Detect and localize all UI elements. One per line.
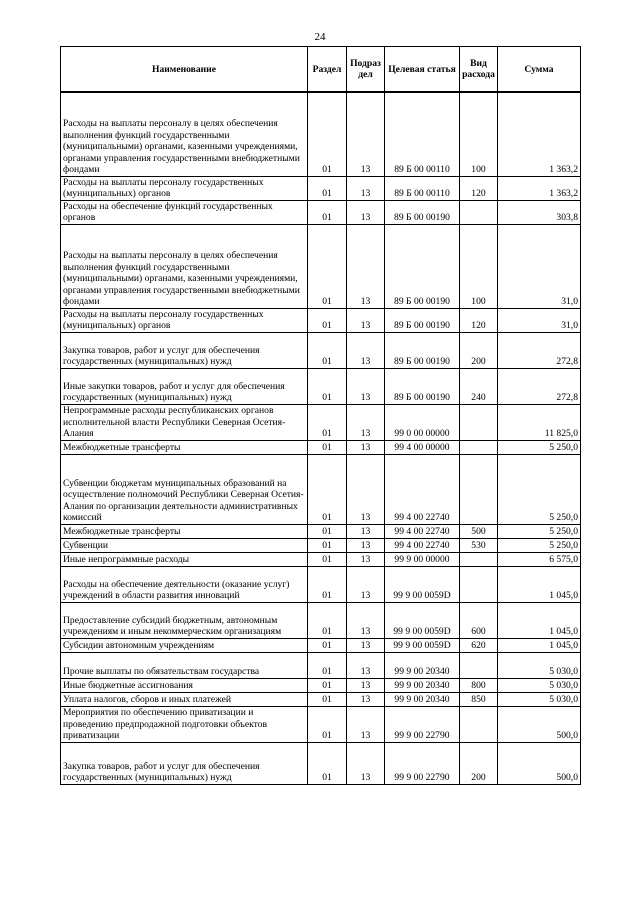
row-section-cell: 01 — [308, 638, 347, 652]
row-section-cell: 01 — [308, 440, 347, 454]
row-amount-cell: 500,0 — [498, 742, 581, 784]
row-target-cell: 89 Б 00 00190 — [385, 332, 460, 368]
row-subsection-cell: 13 — [347, 92, 385, 176]
row-section-cell: 01 — [308, 524, 347, 538]
row-amount-cell: 272,8 — [498, 368, 581, 404]
table-row — [61, 454, 581, 524]
row-expense-type-cell: 500 — [460, 524, 498, 538]
row-expense-type-cell — [460, 566, 498, 602]
row-name-cell: Расходы на выплаты персоналу в целях обеспечения выполнения функций государственными (муниципальными) органами, казенными учреждениями, органами управления государственными внебюджетными фондами — [61, 224, 308, 308]
table-row — [61, 440, 581, 454]
row-name-cell: Закупка товаров, работ и услуг для обеспечения государственных (муниципальных) нужд — [61, 742, 308, 784]
row-section-cell: 01 — [308, 602, 347, 638]
row-subsection-cell: 13 — [347, 440, 385, 454]
row-expense-type-cell — [460, 404, 498, 440]
row-name-cell: Субсидии автономным учреждениям — [61, 638, 308, 652]
row-section-cell: 01 — [308, 92, 347, 176]
row-subsection-cell: 13 — [347, 602, 385, 638]
row-subsection-cell: 13 — [347, 692, 385, 706]
row-subsection-cell: 13 — [347, 332, 385, 368]
row-expense-type-cell: 850 — [460, 692, 498, 706]
row-subsection-cell: 13 — [347, 566, 385, 602]
header-section: Раздел — [308, 47, 347, 93]
row-target-cell: 89 Б 00 00190 — [385, 368, 460, 404]
row-expense-type-cell: 100 — [460, 224, 498, 308]
row-subsection-cell: 13 — [347, 552, 385, 566]
row-amount-cell: 500,0 — [498, 706, 581, 742]
row-name-cell: Непрограммные расходы республиканских органов исполнительной власти Республики Северная Осетия-Алания — [61, 404, 308, 440]
row-amount-cell: 5 030,0 — [498, 652, 581, 678]
row-target-cell: 89 Б 00 00110 — [385, 176, 460, 200]
page-number: 24 — [314, 31, 326, 43]
row-amount-cell: 31,0 — [498, 224, 581, 308]
row-expense-type-cell: 240 — [460, 368, 498, 404]
header-subsection: Подраз дел — [347, 47, 385, 93]
row-target-cell: 99 4 00 22740 — [385, 538, 460, 552]
row-target-cell: 89 Б 00 00190 — [385, 200, 460, 224]
table-row — [61, 176, 581, 200]
table-header-row — [61, 47, 581, 93]
row-name-cell: Предоставление субсидий бюджетным, автономным учреждениям и иным некоммерческим организациям — [61, 602, 308, 638]
header-expense-type: Вид расхода — [460, 47, 498, 93]
table-row — [61, 404, 581, 440]
row-expense-type-cell: 120 — [460, 308, 498, 332]
row-target-cell: 99 9 00 0059D — [385, 602, 460, 638]
row-target-cell: 99 9 00 20340 — [385, 692, 460, 706]
row-section-cell: 01 — [308, 552, 347, 566]
table-row — [61, 224, 581, 308]
row-expense-type-cell — [460, 454, 498, 524]
row-name-cell: Межбюджетные трансферты — [61, 440, 308, 454]
row-subsection-cell: 13 — [347, 308, 385, 332]
table-row — [61, 538, 581, 552]
row-name-cell: Иные бюджетные ассигнования — [61, 678, 308, 692]
row-section-cell: 01 — [308, 538, 347, 552]
row-name-cell: Мероприятия по обеспечению приватизации и проведению предпродажной подготовки объектов приватизации — [61, 706, 308, 742]
row-target-cell: 99 9 00 20340 — [385, 678, 460, 692]
row-expense-type-cell — [460, 706, 498, 742]
row-target-cell: 99 9 00 20340 — [385, 652, 460, 678]
row-name-cell: Субвенции — [61, 538, 308, 552]
row-expense-type-cell: 120 — [460, 176, 498, 200]
header-name: Наименование — [61, 47, 308, 93]
table-row — [61, 706, 581, 742]
row-subsection-cell: 13 — [347, 524, 385, 538]
table-row — [61, 638, 581, 652]
row-section-cell: 01 — [308, 404, 347, 440]
row-expense-type-cell: 600 — [460, 602, 498, 638]
row-expense-type-cell — [460, 652, 498, 678]
row-subsection-cell: 13 — [347, 224, 385, 308]
row-amount-cell: 1 363,2 — [498, 176, 581, 200]
table-row — [61, 602, 581, 638]
row-target-cell: 89 Б 00 00190 — [385, 224, 460, 308]
table-row — [61, 92, 581, 176]
row-section-cell: 01 — [308, 176, 347, 200]
row-expense-type-cell: 620 — [460, 638, 498, 652]
row-target-cell: 99 9 00 22790 — [385, 742, 460, 784]
row-expense-type-cell: 100 — [460, 92, 498, 176]
row-section-cell: 01 — [308, 308, 347, 332]
row-name-cell: Расходы на выплаты персоналу в целях обеспечения выполнения функций государственными (муниципальными) органами, казенными учреждениями, органами управления государственными внебюджетными фондами — [61, 92, 308, 176]
row-name-cell: Расходы на выплаты персоналу государственных (муниципальных) органов — [61, 176, 308, 200]
row-amount-cell: 6 575,0 — [498, 552, 581, 566]
row-expense-type-cell: 530 — [460, 538, 498, 552]
row-subsection-cell: 13 — [347, 652, 385, 678]
row-expense-type-cell: 800 — [460, 678, 498, 692]
row-subsection-cell: 13 — [347, 742, 385, 784]
row-expense-type-cell: 200 — [460, 742, 498, 784]
table-row — [61, 308, 581, 332]
row-name-cell: Субвенции бюджетам муниципальных образований на осуществление полномочий Республики Северная Осетия-Алания по организации деятельности административных комиссий — [61, 454, 308, 524]
row-target-cell: 89 Б 00 00190 — [385, 308, 460, 332]
row-target-cell: 99 0 00 00000 — [385, 404, 460, 440]
row-amount-cell: 5 030,0 — [498, 692, 581, 706]
row-amount-cell: 5 250,0 — [498, 454, 581, 524]
row-target-cell: 99 9 00 00000 — [385, 552, 460, 566]
row-amount-cell: 1 045,0 — [498, 566, 581, 602]
row-amount-cell: 303,8 — [498, 200, 581, 224]
row-name-cell: Уплата налогов, сборов и иных платежей — [61, 692, 308, 706]
row-amount-cell: 1 363,2 — [498, 92, 581, 176]
row-subsection-cell: 13 — [347, 678, 385, 692]
row-subsection-cell: 13 — [347, 538, 385, 552]
row-name-cell: Иные закупки товаров, работ и услуг для обеспечения государственных (муниципальных) нужд — [61, 368, 308, 404]
row-name-cell: Расходы на обеспечение функций государственных органов — [61, 200, 308, 224]
row-amount-cell: 31,0 — [498, 308, 581, 332]
row-amount-cell: 5 250,0 — [498, 538, 581, 552]
row-subsection-cell: 13 — [347, 638, 385, 652]
row-section-cell: 01 — [308, 224, 347, 308]
row-amount-cell: 11 825,0 — [498, 404, 581, 440]
row-expense-type-cell — [460, 440, 498, 454]
row-name-cell: Расходы на обеспечение деятельности (оказание услуг) учреждений в области развития инноваций — [61, 566, 308, 602]
row-subsection-cell: 13 — [347, 454, 385, 524]
row-expense-type-cell — [460, 200, 498, 224]
row-subsection-cell: 13 — [347, 176, 385, 200]
table-row — [61, 552, 581, 566]
row-expense-type-cell: 200 — [460, 332, 498, 368]
row-amount-cell: 1 045,0 — [498, 602, 581, 638]
row-subsection-cell: 13 — [347, 368, 385, 404]
table-row — [61, 200, 581, 224]
row-name-cell: Межбюджетные трансферты — [61, 524, 308, 538]
row-section-cell: 01 — [308, 566, 347, 602]
row-section-cell: 01 — [308, 678, 347, 692]
header-target: Целевая статья — [385, 47, 460, 93]
row-amount-cell: 272,8 — [498, 332, 581, 368]
row-amount-cell: 5 250,0 — [498, 524, 581, 538]
row-name-cell: Закупка товаров, работ и услуг для обеспечения государственных (муниципальных) нужд — [61, 332, 308, 368]
budget-table — [60, 46, 581, 785]
row-section-cell: 01 — [308, 652, 347, 678]
row-subsection-cell: 13 — [347, 200, 385, 224]
row-subsection-cell: 13 — [347, 404, 385, 440]
row-amount-cell: 5 030,0 — [498, 678, 581, 692]
table-row — [61, 368, 581, 404]
row-amount-cell: 1 045,0 — [498, 638, 581, 652]
row-name-cell: Иные непрограммные расходы — [61, 552, 308, 566]
row-section-cell: 01 — [308, 368, 347, 404]
row-section-cell: 01 — [308, 332, 347, 368]
row-section-cell: 01 — [308, 200, 347, 224]
row-section-cell: 01 — [308, 706, 347, 742]
table-row — [61, 692, 581, 706]
row-target-cell: 89 Б 00 00110 — [385, 92, 460, 176]
table-row — [61, 742, 581, 784]
table-row — [61, 566, 581, 602]
row-amount-cell: 5 250,0 — [498, 440, 581, 454]
row-target-cell: 99 9 00 0059D — [385, 566, 460, 602]
row-section-cell: 01 — [308, 692, 347, 706]
table-row — [61, 652, 581, 678]
row-section-cell: 01 — [308, 454, 347, 524]
row-target-cell: 99 9 00 22790 — [385, 706, 460, 742]
row-target-cell: 99 4 00 22740 — [385, 454, 460, 524]
row-target-cell: 99 9 00 0059D — [385, 638, 460, 652]
row-name-cell: Расходы на выплаты персоналу государственных (муниципальных) органов — [61, 308, 308, 332]
row-target-cell: 99 4 00 22740 — [385, 524, 460, 538]
table-row — [61, 524, 581, 538]
row-subsection-cell: 13 — [347, 706, 385, 742]
row-section-cell: 01 — [308, 742, 347, 784]
header-amount: Сумма — [498, 47, 581, 93]
table-row — [61, 332, 581, 368]
table-row — [61, 678, 581, 692]
row-name-cell: Прочие выплаты по обязательствам государства — [61, 652, 308, 678]
row-expense-type-cell — [460, 552, 498, 566]
row-target-cell: 99 4 00 00000 — [385, 440, 460, 454]
